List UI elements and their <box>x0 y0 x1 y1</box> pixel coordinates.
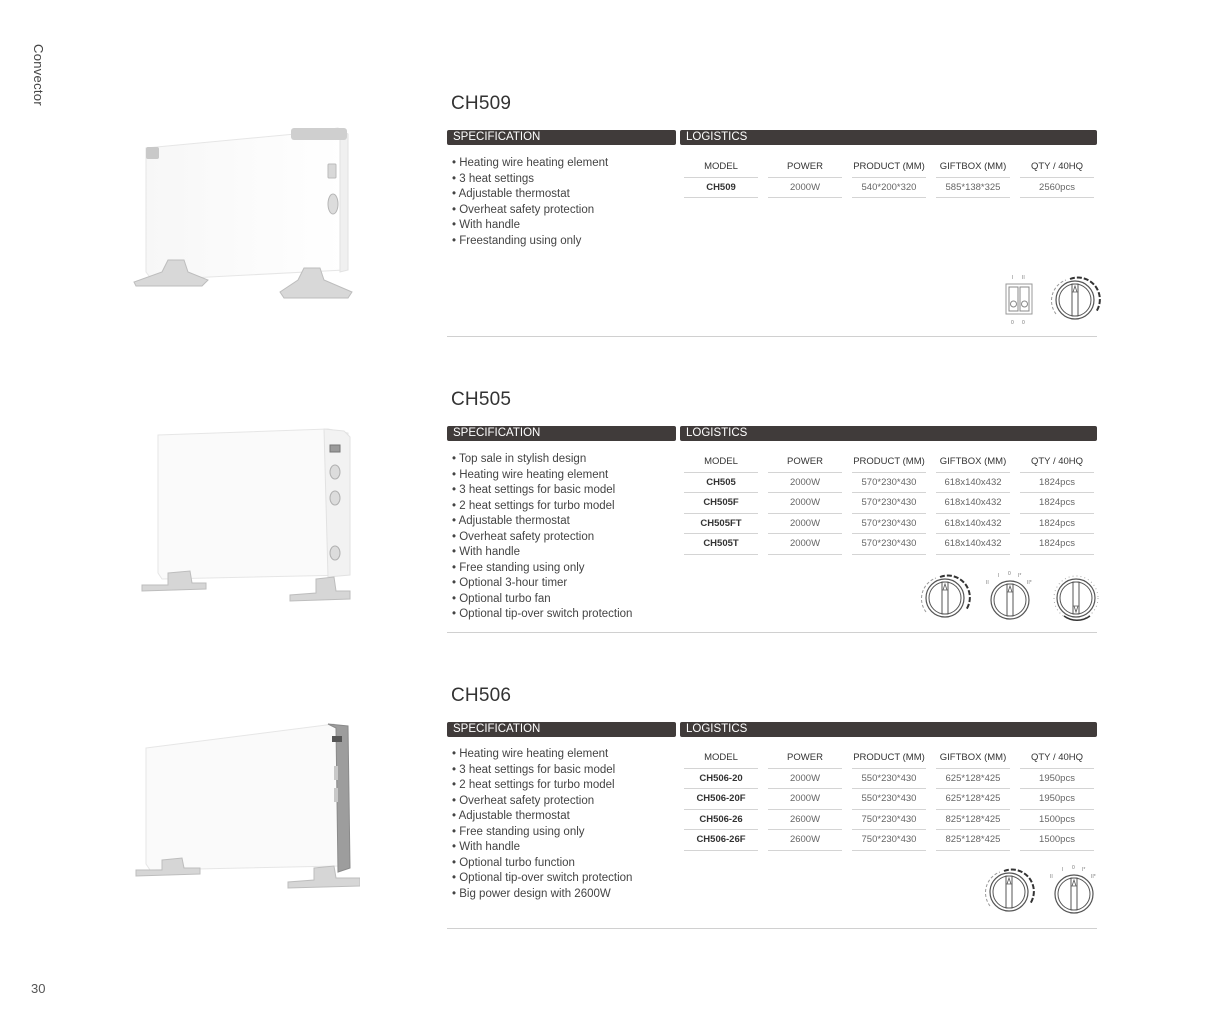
spec-item: • 3 heat settings <box>452 172 608 188</box>
cell-giftbox: 625*128*425 <box>936 769 1010 790</box>
spec-item: • Free standing using only <box>452 825 632 841</box>
spec-item: • With handle <box>452 545 632 561</box>
product-title: CH509 <box>451 93 512 114</box>
spec-item: • Overheat safety protection <box>452 794 632 810</box>
specification-header: SPECIFICATION <box>447 130 676 145</box>
cell-power: 2000W <box>768 178 842 199</box>
heater-image-ch506 <box>128 718 360 898</box>
table-row <box>684 534 1094 555</box>
cell-model: CH506-20F <box>684 789 758 810</box>
cell-model: CH505FT <box>684 514 758 535</box>
cell-model: CH506-20 <box>684 769 758 790</box>
cell-giftbox: 618x140x432 <box>936 473 1010 494</box>
thermostat-dial-icon <box>918 572 972 624</box>
column-header: MODEL <box>684 748 758 769</box>
spec-item: • Heating wire heating element <box>452 468 632 484</box>
spec-item: • Adjustable thermostat <box>452 187 608 203</box>
cell-model: CH509 <box>684 178 758 199</box>
spec-list <box>452 747 632 902</box>
cell-model: CH505 <box>684 473 758 494</box>
svg-text:II: II <box>1050 874 1053 880</box>
spec-item: • Big power design with 2600W <box>452 887 632 903</box>
spec-item: • 3 heat settings for basic model <box>452 483 632 499</box>
spec-list <box>452 452 632 623</box>
spec-item: • With handle <box>452 218 608 234</box>
cell-product: 570*230*430 <box>852 534 926 555</box>
cell-product: 540*200*320 <box>852 178 926 199</box>
cell-giftbox: 618x140x432 <box>936 534 1010 555</box>
column-header: POWER <box>768 748 842 769</box>
cell-qty: 1824pcs <box>1020 514 1094 535</box>
cell-giftbox: 585*138*325 <box>936 178 1010 199</box>
cell-product: 570*230*430 <box>852 473 926 494</box>
timer-dial-icon <box>1050 570 1102 624</box>
logistics-table <box>674 452 1104 555</box>
column-header: GIFTBOX (MM) <box>936 452 1010 473</box>
logistics-table <box>674 748 1104 851</box>
cell-qty: 2560pcs <box>1020 178 1094 199</box>
table-row <box>684 810 1094 831</box>
cell-qty: 1824pcs <box>1020 473 1094 494</box>
spec-list <box>452 156 608 249</box>
column-header: PRODUCT (MM) <box>852 452 926 473</box>
cell-giftbox: 618x140x432 <box>936 493 1010 514</box>
cell-model: CH506-26 <box>684 810 758 831</box>
column-header: POWER <box>768 452 842 473</box>
table-row <box>684 514 1094 535</box>
svg-text:I: I <box>1012 275 1014 281</box>
cell-giftbox: 618x140x432 <box>936 514 1010 535</box>
thermostat-dial-icon <box>982 866 1036 918</box>
spec-item: • Overheat safety protection <box>452 530 632 546</box>
column-header: GIFTBOX (MM) <box>936 157 1010 178</box>
page-number: 30 <box>31 981 46 996</box>
spec-item: • Top sale in stylish design <box>452 452 632 468</box>
section-divider <box>447 928 1097 929</box>
svg-text:0: 0 <box>1022 320 1025 326</box>
spec-item: • Free standing using only <box>452 561 632 577</box>
logistics-header: LOGISTICS <box>680 426 1097 441</box>
logistics-header: LOGISTICS <box>680 722 1097 737</box>
cell-power: 2600W <box>768 810 842 831</box>
cell-product: 570*230*430 <box>852 514 926 535</box>
cell-qty: 1500pcs <box>1020 830 1094 851</box>
svg-text:II: II <box>986 580 989 586</box>
table-row <box>684 493 1094 514</box>
heater-image-ch505 <box>138 425 356 605</box>
cell-model: CH505T <box>684 534 758 555</box>
cell-power: 2600W <box>768 830 842 851</box>
table-row <box>684 178 1094 199</box>
cell-product: 750*230*430 <box>852 810 926 831</box>
cell-qty: 1824pcs <box>1020 534 1094 555</box>
column-header: PRODUCT (MM) <box>852 157 926 178</box>
cell-model: CH505F <box>684 493 758 514</box>
column-header: QTY / 40HQ <box>1020 452 1094 473</box>
svg-text:II*: II* <box>1091 874 1096 880</box>
spec-item: • Optional tip-over switch protection <box>452 871 632 887</box>
svg-text:0: 0 <box>1008 571 1011 577</box>
cell-qty: 1950pcs <box>1020 789 1094 810</box>
spec-item: • Optional turbo fan <box>452 592 632 608</box>
column-header: QTY / 40HQ <box>1020 748 1094 769</box>
spec-item: • With handle <box>452 840 632 856</box>
heater-image-ch509 <box>128 122 360 302</box>
thermostat-dial-icon <box>1048 276 1102 326</box>
cell-product: 550*230*430 <box>852 789 926 810</box>
table-row <box>684 473 1094 494</box>
svg-text:I: I <box>1062 867 1064 873</box>
cell-giftbox: 825*128*425 <box>936 830 1010 851</box>
rocker-switch-icon <box>1004 272 1034 328</box>
cell-power: 2000W <box>768 789 842 810</box>
spec-item: • Freestanding using only <box>452 234 608 250</box>
svg-text:II: II <box>1022 275 1025 281</box>
svg-text:I: I <box>998 573 1000 579</box>
spec-item: • 2 heat settings for turbo model <box>452 778 632 794</box>
column-header: MODEL <box>684 452 758 473</box>
cell-power: 2000W <box>768 534 842 555</box>
spec-item: • Optional turbo function <box>452 856 632 872</box>
column-header: PRODUCT (MM) <box>852 748 926 769</box>
table-row <box>684 769 1094 790</box>
cell-qty: 1824pcs <box>1020 493 1094 514</box>
svg-text:0: 0 <box>1072 865 1075 871</box>
spec-item: • Adjustable thermostat <box>452 809 632 825</box>
cell-power: 2000W <box>768 514 842 535</box>
specification-header: SPECIFICATION <box>447 426 676 441</box>
column-header: POWER <box>768 157 842 178</box>
spec-item: • Adjustable thermostat <box>452 514 632 530</box>
cell-qty: 1500pcs <box>1020 810 1094 831</box>
side-label: Convector <box>31 44 46 106</box>
column-header: QTY / 40HQ <box>1020 157 1094 178</box>
column-header: GIFTBOX (MM) <box>936 748 1010 769</box>
spec-item: • Heating wire heating element <box>452 156 608 172</box>
cell-power: 2000W <box>768 769 842 790</box>
table-row <box>684 789 1094 810</box>
svg-text:I*: I* <box>1018 573 1022 579</box>
cell-product: 570*230*430 <box>852 493 926 514</box>
cell-product: 750*230*430 <box>852 830 926 851</box>
spec-item: • Optional 3-hour timer <box>452 576 632 592</box>
section-divider <box>447 632 1097 633</box>
product-title: CH506 <box>451 685 512 706</box>
svg-text:II*: II* <box>1027 580 1032 586</box>
logistics-header: LOGISTICS <box>680 130 1097 145</box>
cell-giftbox: 625*128*425 <box>936 789 1010 810</box>
svg-text:I*: I* <box>1082 867 1086 873</box>
cell-product: 550*230*430 <box>852 769 926 790</box>
product-title: CH505 <box>451 389 512 410</box>
cell-power: 2000W <box>768 473 842 494</box>
section-divider <box>447 336 1097 337</box>
spec-item: • 3 heat settings for basic model <box>452 763 632 779</box>
specification-header: SPECIFICATION <box>447 722 676 737</box>
cell-qty: 1950pcs <box>1020 769 1094 790</box>
table-row <box>684 830 1094 851</box>
cell-power: 2000W <box>768 493 842 514</box>
power-selector-dial-icon <box>1046 864 1102 918</box>
svg-text:0: 0 <box>1011 320 1014 326</box>
spec-item: • Overheat safety protection <box>452 203 608 219</box>
power-selector-dial-icon <box>982 570 1038 624</box>
column-header: MODEL <box>684 157 758 178</box>
cell-model: CH506-26F <box>684 830 758 851</box>
cell-giftbox: 825*128*425 <box>936 810 1010 831</box>
logistics-table <box>674 157 1104 198</box>
spec-item: • 2 heat settings for turbo model <box>452 499 632 515</box>
spec-item: • Heating wire heating element <box>452 747 632 763</box>
spec-item: • Optional tip-over switch protection <box>452 607 632 623</box>
